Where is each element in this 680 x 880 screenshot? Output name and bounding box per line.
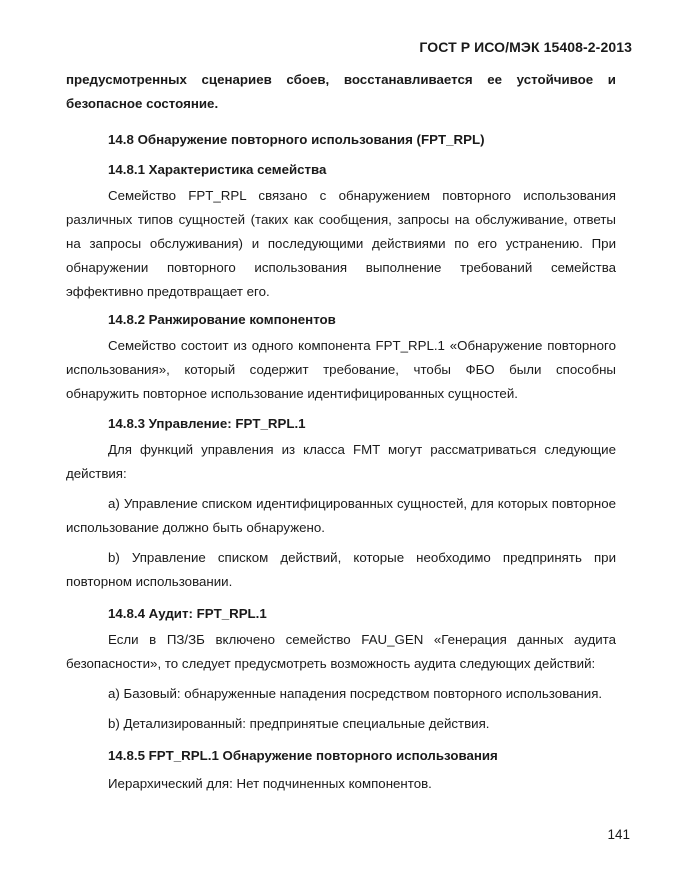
document-header: ГОСТ Р ИСО/МЭК 15408-2-2013	[419, 39, 632, 55]
section-heading-14-8-4: 14.8.4 Аудит: FPT_RPL.1	[108, 606, 267, 621]
section-heading-14-8-1: 14.8.1 Характеристика семейства	[108, 162, 327, 177]
list-item-14-8-4-b: b) Детализированный: предпринятые специальные действия.	[108, 716, 490, 731]
paragraph-14-8-1: Семейство FPT_RPL связано с обнаружением повторного использования различных типов сущностей (таких как сообщения, запросы на обслуживание, ответы на запросы обслуживания) и последующими действиями по его устранению. При обнаружении повторного использования выполнение требований семейства эффективно предотвращает его.	[66, 188, 616, 299]
paragraph-14-8-3: Для функций управления из класса FMT могут рассматриваться следующие действия:	[66, 442, 616, 481]
section-heading-14-8-5: 14.8.5 FPT_RPL.1 Обнаружение повторного использования	[108, 748, 498, 763]
list-item-14-8-3-a: a) Управление списком идентифицированных сущностей, для которых повторное использование должно быть обнаружено.	[66, 496, 616, 535]
section-heading-14-8-3: 14.8.3 Управление: FPT_RPL.1	[108, 416, 306, 431]
page-number: 141	[607, 827, 630, 842]
section-heading-14-8: 14.8 Обнаружение повторного использования (FPT_RPL)	[108, 132, 485, 147]
paragraph-14-8-4: Если в ПЗ/ЗБ включено семейство FAU_GEN «Генерация данных аудита безопасности», то следует предусмотреть возможность аудита следующих действий:	[66, 632, 616, 671]
list-item-14-8-3-b: b) Управление списком действий, которые необходимо предпринять при повторном использовании.	[66, 550, 616, 589]
paragraph-14-8-5: Иерархический для: Нет подчиненных компонентов.	[108, 776, 432, 791]
paragraph-14-8-2: Семейство состоит из одного компонента FPT_RPL.1 «Обнаружение повторного использования», который содержит требование, чтобы ФБО были способны обнаружить повторное использование идентифицированных сущностей.	[66, 338, 616, 401]
section-heading-14-8-2: 14.8.2 Ранжирование компонентов	[108, 312, 336, 327]
list-item-14-8-4-a: a) Базовый: обнаруженные нападения посредством повторного использования.	[108, 686, 603, 701]
intro-paragraph: предусмотренных сценариев сбоев, восстанавливается ее устойчивое и безопасное состояние.	[66, 72, 616, 111]
page-content	[66, 68, 616, 796]
